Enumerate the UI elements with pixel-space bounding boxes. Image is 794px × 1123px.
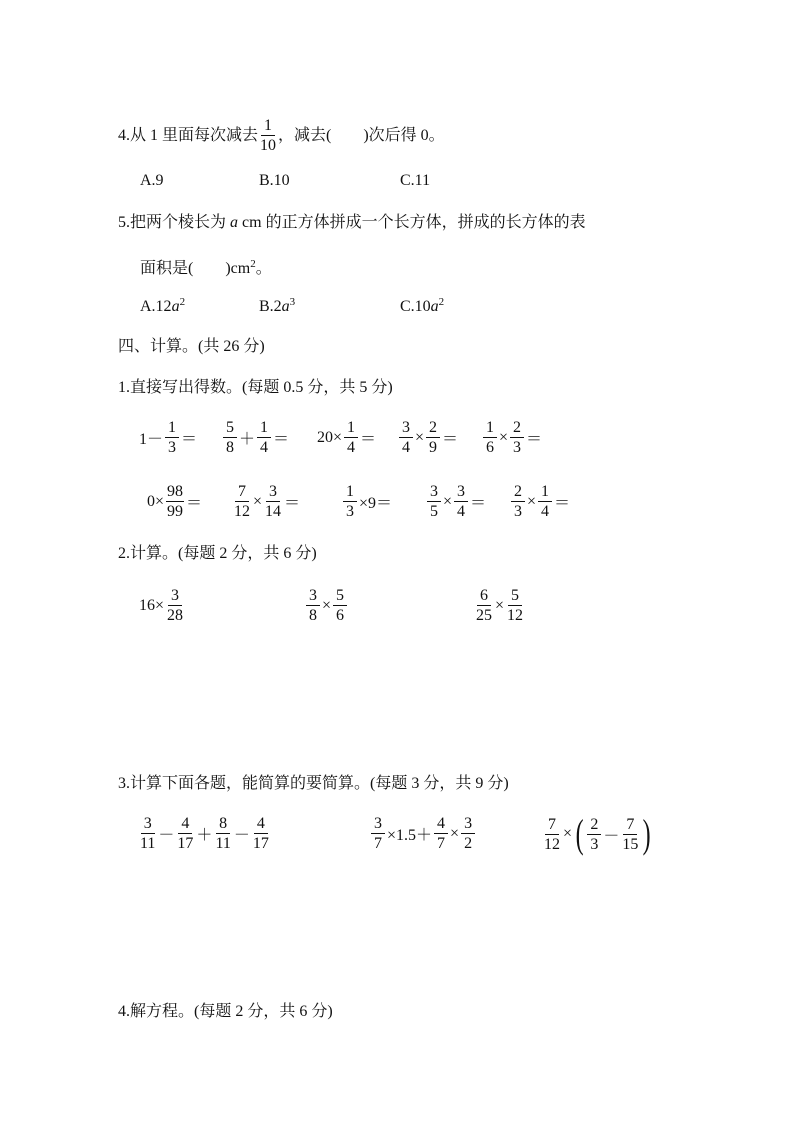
fraction — [506, 586, 524, 625]
fraction — [427, 482, 441, 521]
q4-fraction: $\frac{1}{10}$ — [260, 117, 277, 154]
denominator: 28 — [167, 607, 184, 624]
numerator: 3 — [399, 418, 413, 438]
fraction — [165, 418, 179, 457]
denominator: 6 — [336, 607, 345, 624]
denominator: 99 — [167, 503, 184, 520]
math-text: ＝ — [360, 431, 377, 448]
numerator: 3 — [168, 586, 182, 606]
fraction — [166, 586, 184, 625]
denominator: 3 — [513, 439, 522, 456]
numerator: 7 — [623, 815, 637, 835]
numerator: 1 — [165, 418, 179, 438]
numerator: 98 — [167, 483, 184, 500]
p2-expr-1 — [138, 586, 185, 625]
parenthesis: ) — [643, 811, 652, 856]
math-text: 1－ — [139, 431, 164, 448]
p4-title: 4.解方程。(每题 2 分，共 6 分) — [118, 1003, 333, 1020]
fraction — [264, 482, 282, 521]
numerator: 5 — [508, 586, 522, 606]
p2-expr-3 — [474, 586, 525, 625]
math-text: ＝ — [181, 431, 198, 448]
p1-row1-expr-4 — [398, 418, 459, 457]
fraction — [399, 418, 413, 457]
math-text: － — [233, 827, 250, 844]
numerator: 1 — [343, 482, 357, 502]
numerator: 8 — [216, 814, 230, 834]
denominator: 17 — [252, 835, 269, 852]
fraction — [252, 814, 270, 853]
numerator: 2 — [587, 815, 601, 835]
fraction — [306, 586, 320, 625]
p1-row2-expr-2 — [232, 482, 301, 521]
p3-expr-1 — [138, 814, 271, 853]
numerator: 7 — [235, 482, 249, 502]
denominator: 8 — [226, 439, 234, 456]
numerator: 4 — [178, 814, 192, 834]
denominator: 17 — [177, 835, 194, 852]
numerator: 3 — [141, 814, 155, 834]
fraction — [475, 586, 493, 625]
numerator: 3 — [371, 814, 385, 834]
denominator: 12 — [507, 607, 524, 624]
numerator: 3 — [427, 482, 441, 502]
q4-option-b: B.10 — [259, 172, 290, 189]
denominator: 25 — [476, 607, 492, 624]
fraction — [233, 482, 251, 521]
q4-option-a: A.9 — [140, 172, 164, 189]
fraction — [371, 814, 385, 853]
denominator: 5 — [430, 503, 438, 520]
q5-line2: 面积是( )$cm^2$。 — [140, 258, 272, 277]
p1-row1-expr-3 — [316, 418, 377, 457]
math-text: 0× — [147, 492, 165, 510]
p3-expr-3 — [542, 811, 654, 856]
q5-option-c: $C.10a^2$ — [400, 296, 445, 315]
p1-row1-expr-5 — [482, 418, 543, 457]
math-text: ＝ — [284, 495, 301, 512]
math-text: × — [322, 596, 332, 614]
numerator: 4 — [434, 814, 448, 834]
math-text: ＋ — [239, 431, 256, 448]
math-text: × — [499, 428, 509, 446]
fraction — [214, 814, 231, 853]
fraction — [483, 418, 497, 457]
numerator: 2 — [511, 482, 525, 502]
denominator: 9 — [429, 439, 438, 456]
denominator: 7 — [437, 835, 446, 852]
math-text: ＝ — [442, 431, 459, 448]
q4-suffix: ，减去( )次后得 0。 — [278, 126, 445, 144]
denominator: 4 — [347, 439, 356, 456]
math-text: × — [495, 596, 505, 614]
fraction — [176, 814, 194, 853]
denominator: 8 — [309, 607, 317, 624]
q4-prefix: 4.从 1 里面每次减去 — [118, 126, 259, 144]
math-text: × — [253, 492, 263, 510]
p1-row2-expr-4 — [426, 482, 487, 521]
fraction — [343, 482, 357, 521]
p3-title: 3.计算下面各题，能简算的要简算。(每题 3 分，共 9 分) — [118, 775, 509, 792]
q5-line1: 5.把两个棱长为 a cm 的正方体拼成一个长方体，拼成的长方体的表 — [118, 214, 586, 231]
fraction — [621, 815, 639, 854]
numerator: 5 — [223, 418, 237, 438]
p3-expr-2 — [370, 814, 476, 853]
numerator: 1 — [483, 418, 497, 438]
numerator: 1 — [344, 418, 358, 438]
denominator: 12 — [234, 503, 250, 520]
math-text: × — [415, 428, 425, 446]
numerator: 3 — [266, 482, 280, 502]
q4-line — [118, 116, 445, 155]
p2-expr-2 — [305, 586, 348, 625]
math-text: × — [563, 825, 573, 842]
numerator: 4 — [254, 814, 268, 834]
denominator: 2 — [464, 835, 473, 852]
fraction — [434, 814, 448, 853]
fraction — [538, 482, 552, 521]
fraction — [510, 418, 524, 457]
fraction — [587, 815, 601, 854]
math-text: － — [603, 827, 620, 845]
denominator: 14 — [265, 503, 282, 520]
math-text: 20× — [317, 428, 343, 446]
p1-row1-expr-1 — [138, 418, 198, 457]
denominator: 3 — [590, 835, 599, 853]
math-text: － — [158, 827, 175, 844]
numerator: 1 — [538, 482, 552, 502]
math-text: × — [443, 492, 453, 510]
math-text: ×1.5＋ — [387, 827, 433, 844]
denominator: 11 — [140, 835, 156, 852]
numerator: 2 — [426, 418, 440, 438]
math-text: ＋ — [196, 827, 213, 844]
q5-var-a: a — [230, 214, 239, 231]
numerator: 3 — [461, 814, 475, 834]
fraction — [257, 418, 271, 457]
p1-row2-expr-1 — [146, 482, 203, 521]
p1-row2-expr-5 — [510, 482, 571, 521]
math-text: ＝ — [470, 495, 487, 512]
denominator: 3 — [514, 503, 522, 520]
fraction — [511, 482, 525, 521]
denominator: 3 — [346, 503, 354, 520]
math-text: ＝ — [273, 431, 290, 448]
numerator: 1 — [257, 418, 271, 438]
fraction — [166, 482, 184, 521]
denominator: 11 — [215, 835, 231, 852]
fraction — [139, 814, 156, 853]
fraction — [454, 482, 468, 521]
fraction — [426, 418, 440, 457]
denominator: 4 — [402, 439, 410, 456]
math-text: ＝ — [554, 495, 571, 512]
math-text: × — [450, 824, 460, 842]
parenthesis: ( — [575, 811, 584, 856]
q4-option-c: C.11 — [400, 172, 431, 189]
numerator: 3 — [454, 482, 468, 502]
numerator: 2 — [510, 418, 524, 438]
section4-title: 四、计算。(共 26 分) — [118, 338, 265, 355]
p1-title: 1.直接写出得数。(每题 0.5 分，共 5 分) — [118, 379, 393, 396]
fraction — [333, 586, 347, 625]
numerator: 6 — [477, 586, 491, 606]
fraction — [344, 418, 358, 457]
math-text: 16× — [139, 596, 165, 614]
denominator: 15 — [622, 835, 639, 853]
denominator: 4 — [541, 503, 550, 520]
p1-row2-expr-3 — [342, 482, 393, 521]
math-text: ×9＝ — [359, 495, 393, 512]
denominator: 3 — [168, 439, 177, 456]
q5-option-a: $A.12a^2$ — [140, 296, 186, 315]
p2-title: 2.计算。(每题 2 分，共 6 分) — [118, 545, 317, 562]
denominator: 6 — [486, 439, 494, 456]
math-text: ＝ — [526, 431, 543, 448]
denominator: 7 — [374, 835, 382, 852]
numerator: 5 — [333, 586, 347, 606]
p1-row1-expr-2 — [222, 418, 290, 457]
denominator: 12 — [544, 835, 560, 853]
fraction — [543, 815, 561, 854]
math-text: × — [527, 492, 537, 510]
fraction — [461, 814, 475, 853]
denominator: 4 — [457, 503, 466, 520]
numerator: 7 — [545, 815, 559, 835]
fraction — [223, 418, 237, 457]
denominator: 4 — [260, 439, 269, 456]
q5-option-b: $B.2a^3$ — [259, 296, 296, 315]
numerator: 3 — [306, 586, 320, 606]
math-text: ＝ — [186, 495, 203, 512]
